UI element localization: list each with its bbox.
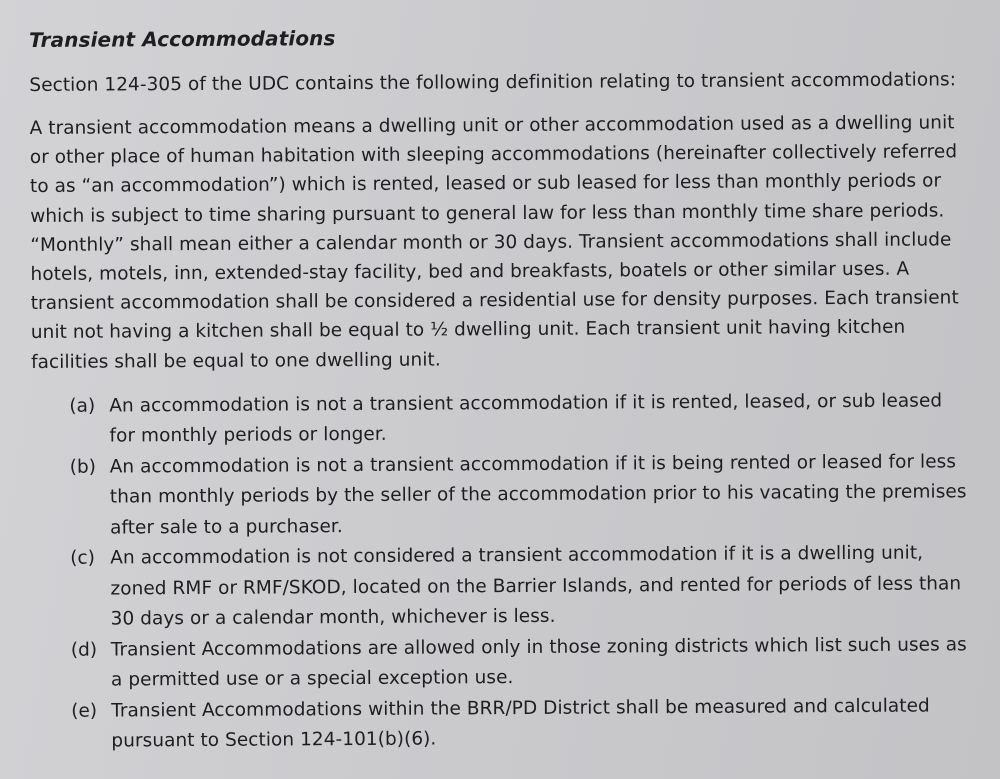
clause-label: (b) [69,456,97,478]
clause-text: An accommodation is not a transient accommodation if it is rented, leased, or sub leased for monthly periods or longer. [109,390,943,447]
clause-item [31,386,971,453]
clause-label: (c) [70,547,96,570]
clause-item [33,630,973,697]
clause-list [31,386,983,758]
clause-label: (a) [69,395,96,417]
intro-paragraph: Section 124-305 of the UDC contains the following definition relating to transient accommodations: [29,69,957,96]
clause-text: An accommodation is not considered a transient accommodation if it is a dwelling unit, zoned RMF or RMF/SKOD, located on the Barrier Islands, and rented for periods of less than 30 days or a calendar month, whichever is less. [110,542,962,630]
clause-item [32,447,973,544]
clause-item [33,691,973,758]
clause-text: An accommodation is not a transient accommodation if it is being rented or leased for less than monthly periods by the seller of the accommodation prior to his vacating the premises after sale to a purchaser. [109,451,967,539]
definition-paragraph: A transient accommodation means a dwelling unit or other accommodation used as a dwelling unit or other place of human habitation with sleeping accommodations (hereinafter collectively referred to as “an accommodation”) which is rented, leased or sub leased for less than monthly periods or which is subject to time sharing pursuant to general law for less than monthly time share periods. “Monthly” shall mean either a calendar month or 30 days. Transient accommodations shall include hotels, motels, inn, extended-stay facility, bed and breakfasts, boatels or other similar uses. A transient accommodation shall be considered a residential use for density purposes. Each transient unit not having a kitchen shall be equal to ½ dwelling unit. Each transient unit having kitchen facilities shall be equal to one dwelling unit. [29,112,959,373]
clause-text: Transient Accommodations within the BRR/PD District shall be measured and calculated pursuant to Section 124-101(b)(6). [111,695,930,752]
clause-label: (d) [70,639,98,661]
clause-item [32,539,973,636]
document-content [29,20,983,758]
section-heading: Transient Accommodations [29,26,336,52]
clause-label: (e) [71,700,98,722]
clause-text: Transient Accommodations are allowed only in those zoning districts which list such uses as a permitted use or a special exception use. [110,634,967,691]
